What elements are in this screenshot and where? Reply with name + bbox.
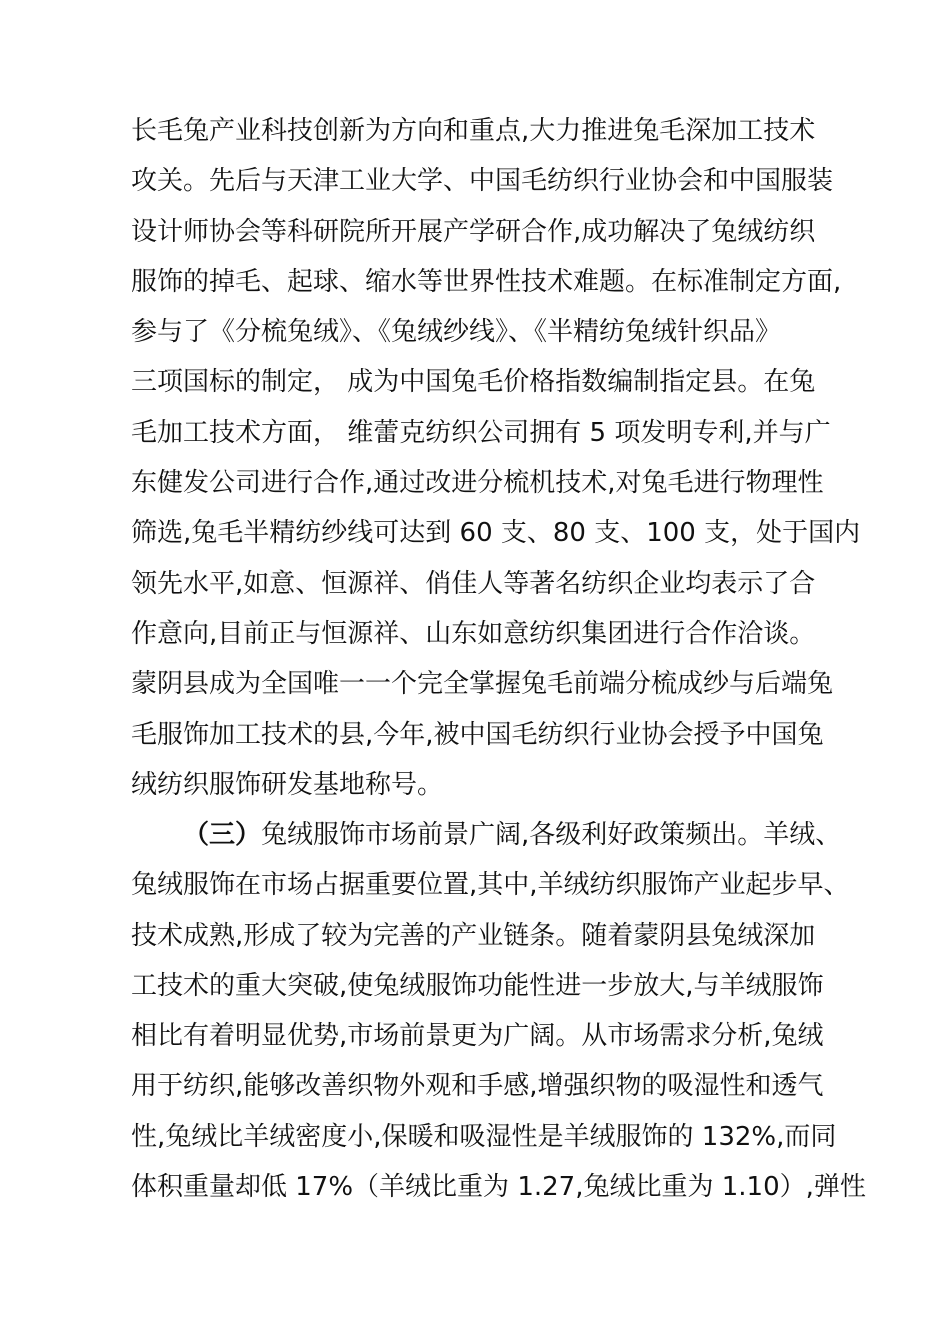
text-line: 设计师协会等科研院所开展产学研合作,成功解决了兔绒纺织 bbox=[131, 216, 816, 247]
paragraph-1 bbox=[131, 106, 861, 810]
text-line: 毛加工技术方面， 维蕾克纺织公司拥有 5 项发明专利,并与广 bbox=[131, 417, 831, 448]
text-line: 相比有着明显优势,市场前景更为广阔。从市场需求分析,兔绒 bbox=[131, 1021, 824, 1052]
text-line: 用于纺织,能够改善织物外观和手感,增强织物的吸湿性和透气 bbox=[131, 1071, 824, 1102]
text-line: 作意向,目前正与恒源祥、山东如意纺织集团进行合作洽谈。 bbox=[131, 618, 816, 649]
section-number: （三） bbox=[183, 820, 262, 850]
text-line: 绒纺织服饰研发基地称号。 bbox=[131, 769, 444, 800]
text-line: 技术成熟,形成了较为完善的产业链条。随着蒙阴县兔绒深加 bbox=[131, 920, 816, 951]
text-line: 毛服饰加工技术的县,今年,被中国毛纺织行业协会授予中国兔 bbox=[131, 719, 824, 750]
text-line: 参与了《分梳兔绒》、《兔绒纱线》、《半精纺兔绒针织品》 bbox=[131, 317, 782, 348]
text-line: 服饰的掉毛、起球、缩水等世界性技术难题。在标准制定方面, bbox=[131, 266, 842, 297]
text-line: 筛选,兔毛半精纺纱线可达到 60 支、80 支、100 支，处于国内 bbox=[131, 518, 861, 549]
text-line: 攻关。先后与天津工业大学、中国毛纺织行业协会和中国服装 bbox=[131, 166, 834, 197]
text-line: 工技术的重大突破,使兔绒服饰功能性进一步放大,与羊绒服饰 bbox=[131, 970, 824, 1001]
section-heading-text: 兔绒服饰市场前景广阔,各级利好政策频出。羊绒、 bbox=[261, 820, 842, 850]
text-line: 领先水平,如意、恒源祥、俏佳人等著名纺织企业均表示了合 bbox=[131, 568, 816, 599]
text-line: 三项国标的制定， 成为中国兔毛价格指数编制指定县。在兔 bbox=[131, 367, 816, 398]
text-line: 长毛兔产业科技创新为方向和重点,大力推进兔毛深加工技术 bbox=[131, 116, 816, 146]
text-line: 性,兔绒比羊绒密度小,保暖和吸湿性是羊绒服饰的 132%,而同 bbox=[131, 1121, 837, 1152]
text-line: 东健发公司进行合作,通过改进分梳机技术,对兔毛进行物理性 bbox=[131, 468, 824, 499]
text-line-first bbox=[131, 810, 842, 860]
paragraph-2 bbox=[131, 810, 866, 1212]
text-line: 蒙阴县成为全国唯一一个完全掌握兔毛前端分梳成纱与后端兔 bbox=[131, 669, 834, 700]
text-line: 体积重量却低 17%（羊绒比重为 1.27,兔绒比重为 1.10）,弹性 bbox=[131, 1172, 866, 1203]
text-line: 兔绒服饰在市场占据重要位置,其中,羊绒纺织服饰产业起步早、 bbox=[131, 870, 850, 901]
